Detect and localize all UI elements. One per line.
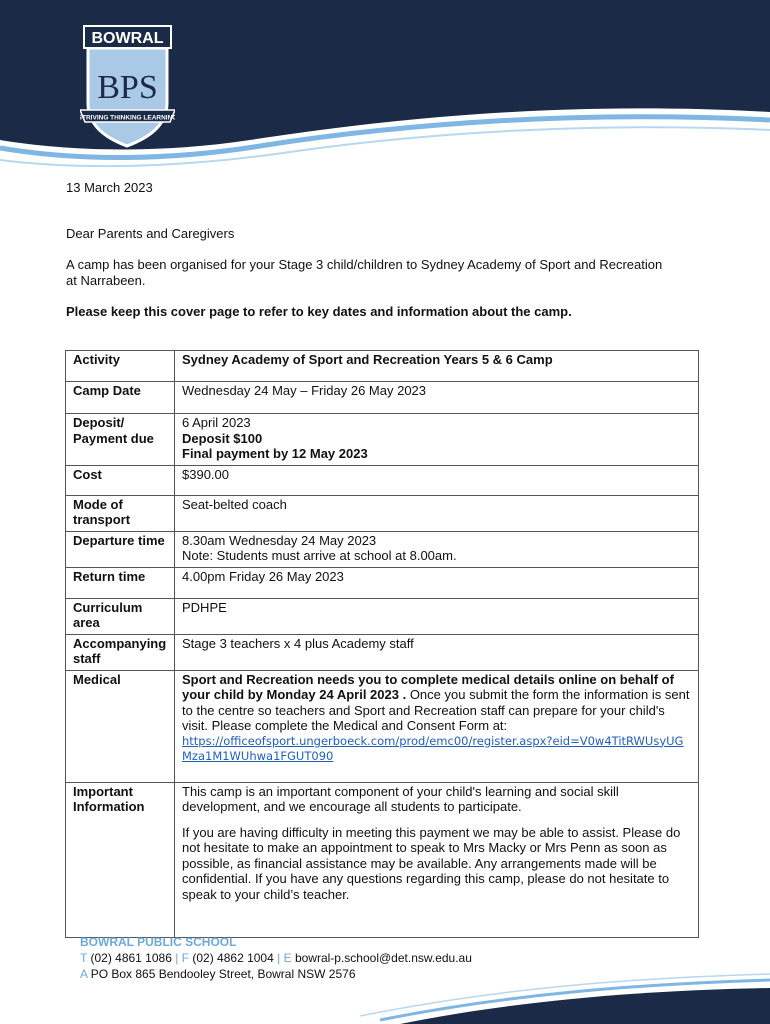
table-row <box>66 465 699 495</box>
keep-note: Please keep this cover page to refer to key dates and information about the camp. <box>66 304 572 319</box>
medical-form-link[interactable]: https://officeofsport.ungerboeck.com/prod/emc00/register.aspx?eid=V0w4TitRWUsyUGMza1M1WUhwa1FGUT090 <box>182 733 684 763</box>
fax-label: F <box>181 951 190 965</box>
curriculum-label: Curriculum area <box>66 598 175 634</box>
table-row <box>66 782 699 937</box>
curriculum-value: PDHPE <box>175 598 699 634</box>
table-row <box>66 598 699 634</box>
table-row <box>66 634 699 670</box>
camp-info-table <box>65 350 699 938</box>
logo-ribbon: STRIVING THINKING LEARNING <box>80 114 175 122</box>
postal-address: PO Box 865 Bendooley Street, Bowral NSW 2576 <box>90 967 356 981</box>
deposit-date: 6 April 2023 <box>182 415 251 430</box>
medical-text: Once you submit the form the information is sent to the centre so teachers and Sport and Recreation staff can prepare for your child's visit. Please complete the Medical and Consent Form at: <box>182 687 690 733</box>
logo-monogram: BPS <box>97 69 158 106</box>
footer-wave <box>0 940 770 1024</box>
medical-value <box>175 670 699 782</box>
activity-value: Sydney Academy of Sport and Recreation Years 5 & 6 Camp <box>175 351 699 382</box>
deposit-value <box>175 414 699 466</box>
email-label: E <box>283 951 292 965</box>
intro-paragraph: A camp has been organised for your Stage 3 child/children to Sydney Academy of Sport and Recreation at Narrabeen. <box>66 257 663 288</box>
camp-date-label: Camp Date <box>66 382 175 414</box>
departure-value <box>175 531 699 567</box>
cost-label: Cost <box>66 465 175 495</box>
fax-number: (02) 4862 1004 <box>192 951 274 965</box>
separator: | <box>175 951 179 965</box>
transport-value: Seat-belted coach <box>175 495 699 531</box>
school-logo <box>80 18 175 148</box>
final-payment: Final payment by 12 May 2023 <box>182 446 368 461</box>
table-row <box>66 567 699 598</box>
table-row <box>66 670 699 782</box>
departure-time: 8.30am Wednesday 24 May 2023 <box>182 532 377 548</box>
email-address[interactable]: bowral-p.school@det.nsw.edu.au <box>294 951 472 965</box>
table-row <box>66 382 699 414</box>
salutation: Dear Parents and Caregivers <box>66 226 235 241</box>
logo-title: BOWRAL <box>91 30 164 47</box>
table-row <box>66 531 699 567</box>
activity-label: Activity <box>66 351 175 382</box>
separator: | <box>277 951 281 965</box>
letter-date: 13 March 2023 <box>66 180 153 195</box>
phone-number: (02) 4861 1086 <box>90 951 172 965</box>
medical-deadline: Sport and Recreation needs you to complete medical details online on behalf of your child by Monday 24 April 2023 . <box>182 671 674 702</box>
table-row <box>66 495 699 531</box>
important-paragraph-1: This camp is an important component of your child's learning and social skill development, and we encourage all students to participate. <box>182 783 619 814</box>
deposit-amount: Deposit $100 <box>182 430 263 446</box>
transport-label: Mode of transport <box>66 495 175 531</box>
return-value: 4.00pm Friday 26 May 2023 <box>175 567 699 598</box>
table-row <box>66 414 699 466</box>
staff-value: Stage 3 teachers x 4 plus Academy staff <box>175 634 699 670</box>
footer-school-name: BOWRAL PUBLIC SCHOOL <box>80 935 237 949</box>
phone-label: T <box>80 951 88 965</box>
important-value <box>175 782 699 937</box>
departure-note: Note: Students must arrive at school at 8.00am. <box>182 548 457 563</box>
address-label: A <box>80 967 88 981</box>
important-label: Important Information <box>66 782 175 937</box>
table-row <box>66 351 699 382</box>
camp-date-value: Wednesday 24 May – Friday 26 May 2023 <box>175 382 699 414</box>
medical-label: Medical <box>66 670 175 782</box>
departure-label: Departure time <box>66 531 175 567</box>
deposit-label: Deposit/ Payment due <box>66 414 175 466</box>
cost-value: $390.00 <box>175 465 699 495</box>
important-paragraph-2: If you are having difficulty in meeting this payment we may be able to assist. Please do not hesitate to make an appointment to speak to Mrs Macky or Mrs Penn as soon as possible, as financial assistance may be available. Any arrangements made will be confidential. If you have any questions regarding this camp, please do not hesitate to speak to your child’s teacher. <box>182 824 681 902</box>
return-label: Return time <box>66 567 175 598</box>
staff-label: Accompanying staff <box>66 634 175 670</box>
